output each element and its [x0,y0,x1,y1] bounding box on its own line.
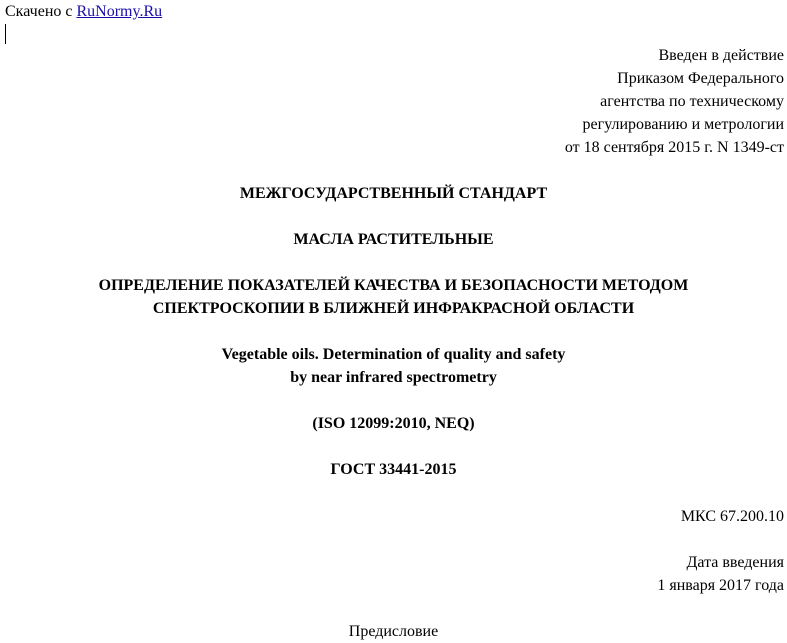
enactment-line: Введен в действие [658,47,784,64]
russian-title-line: СПЕКТРОСКОПИИ В БЛИЖНЕЙ ИНФРАКРАСНОЙ ОБЛАСТИ [152,300,635,317]
iso-reference: (ISO 12099:2010, NEQ) [312,415,475,432]
enactment-line: агентства по техническому [600,93,784,110]
enactment-line: от 18 сентября 2015 г. N 1349-ст [564,139,784,156]
mks-code: МКС 67.200.10 [680,508,784,525]
intro-date-value: 1 января 2017 года [657,577,784,594]
foreword-heading: Предисловие [348,623,439,640]
english-title-line: by near infrared spectrometry [290,369,497,386]
english-title-line: Vegetable oils. Determination of quality and safety [221,346,566,363]
enactment-line: регулированию и метрологии [582,116,784,133]
russian-title [0,274,787,320]
subject-heading: МАСЛА РАСТИТЕЛЬНЫЕ [293,231,494,248]
enactment-line: Приказом Федерального [617,70,784,87]
text-cursor [5,24,6,44]
enactment-note [565,44,784,159]
intro-date-label: Дата введения [686,554,784,571]
runormy-link[interactable]: RuNormy.Ru [76,3,163,20]
english-title [0,343,787,389]
standard-type-heading: МЕЖГОСУДАРСТВЕННЫЙ СТАНДАРТ [239,185,548,202]
gost-number: ГОСТ 33441-2015 [330,461,457,478]
source-attribution [5,0,162,23]
russian-title-line: ОПРЕДЕЛЕНИЕ ПОКАЗАТЕЛЕЙ КАЧЕСТВА И БЕЗОПАСНОСТИ МЕТОДОМ [98,277,689,294]
source-prefix: Скачено с [5,3,77,20]
